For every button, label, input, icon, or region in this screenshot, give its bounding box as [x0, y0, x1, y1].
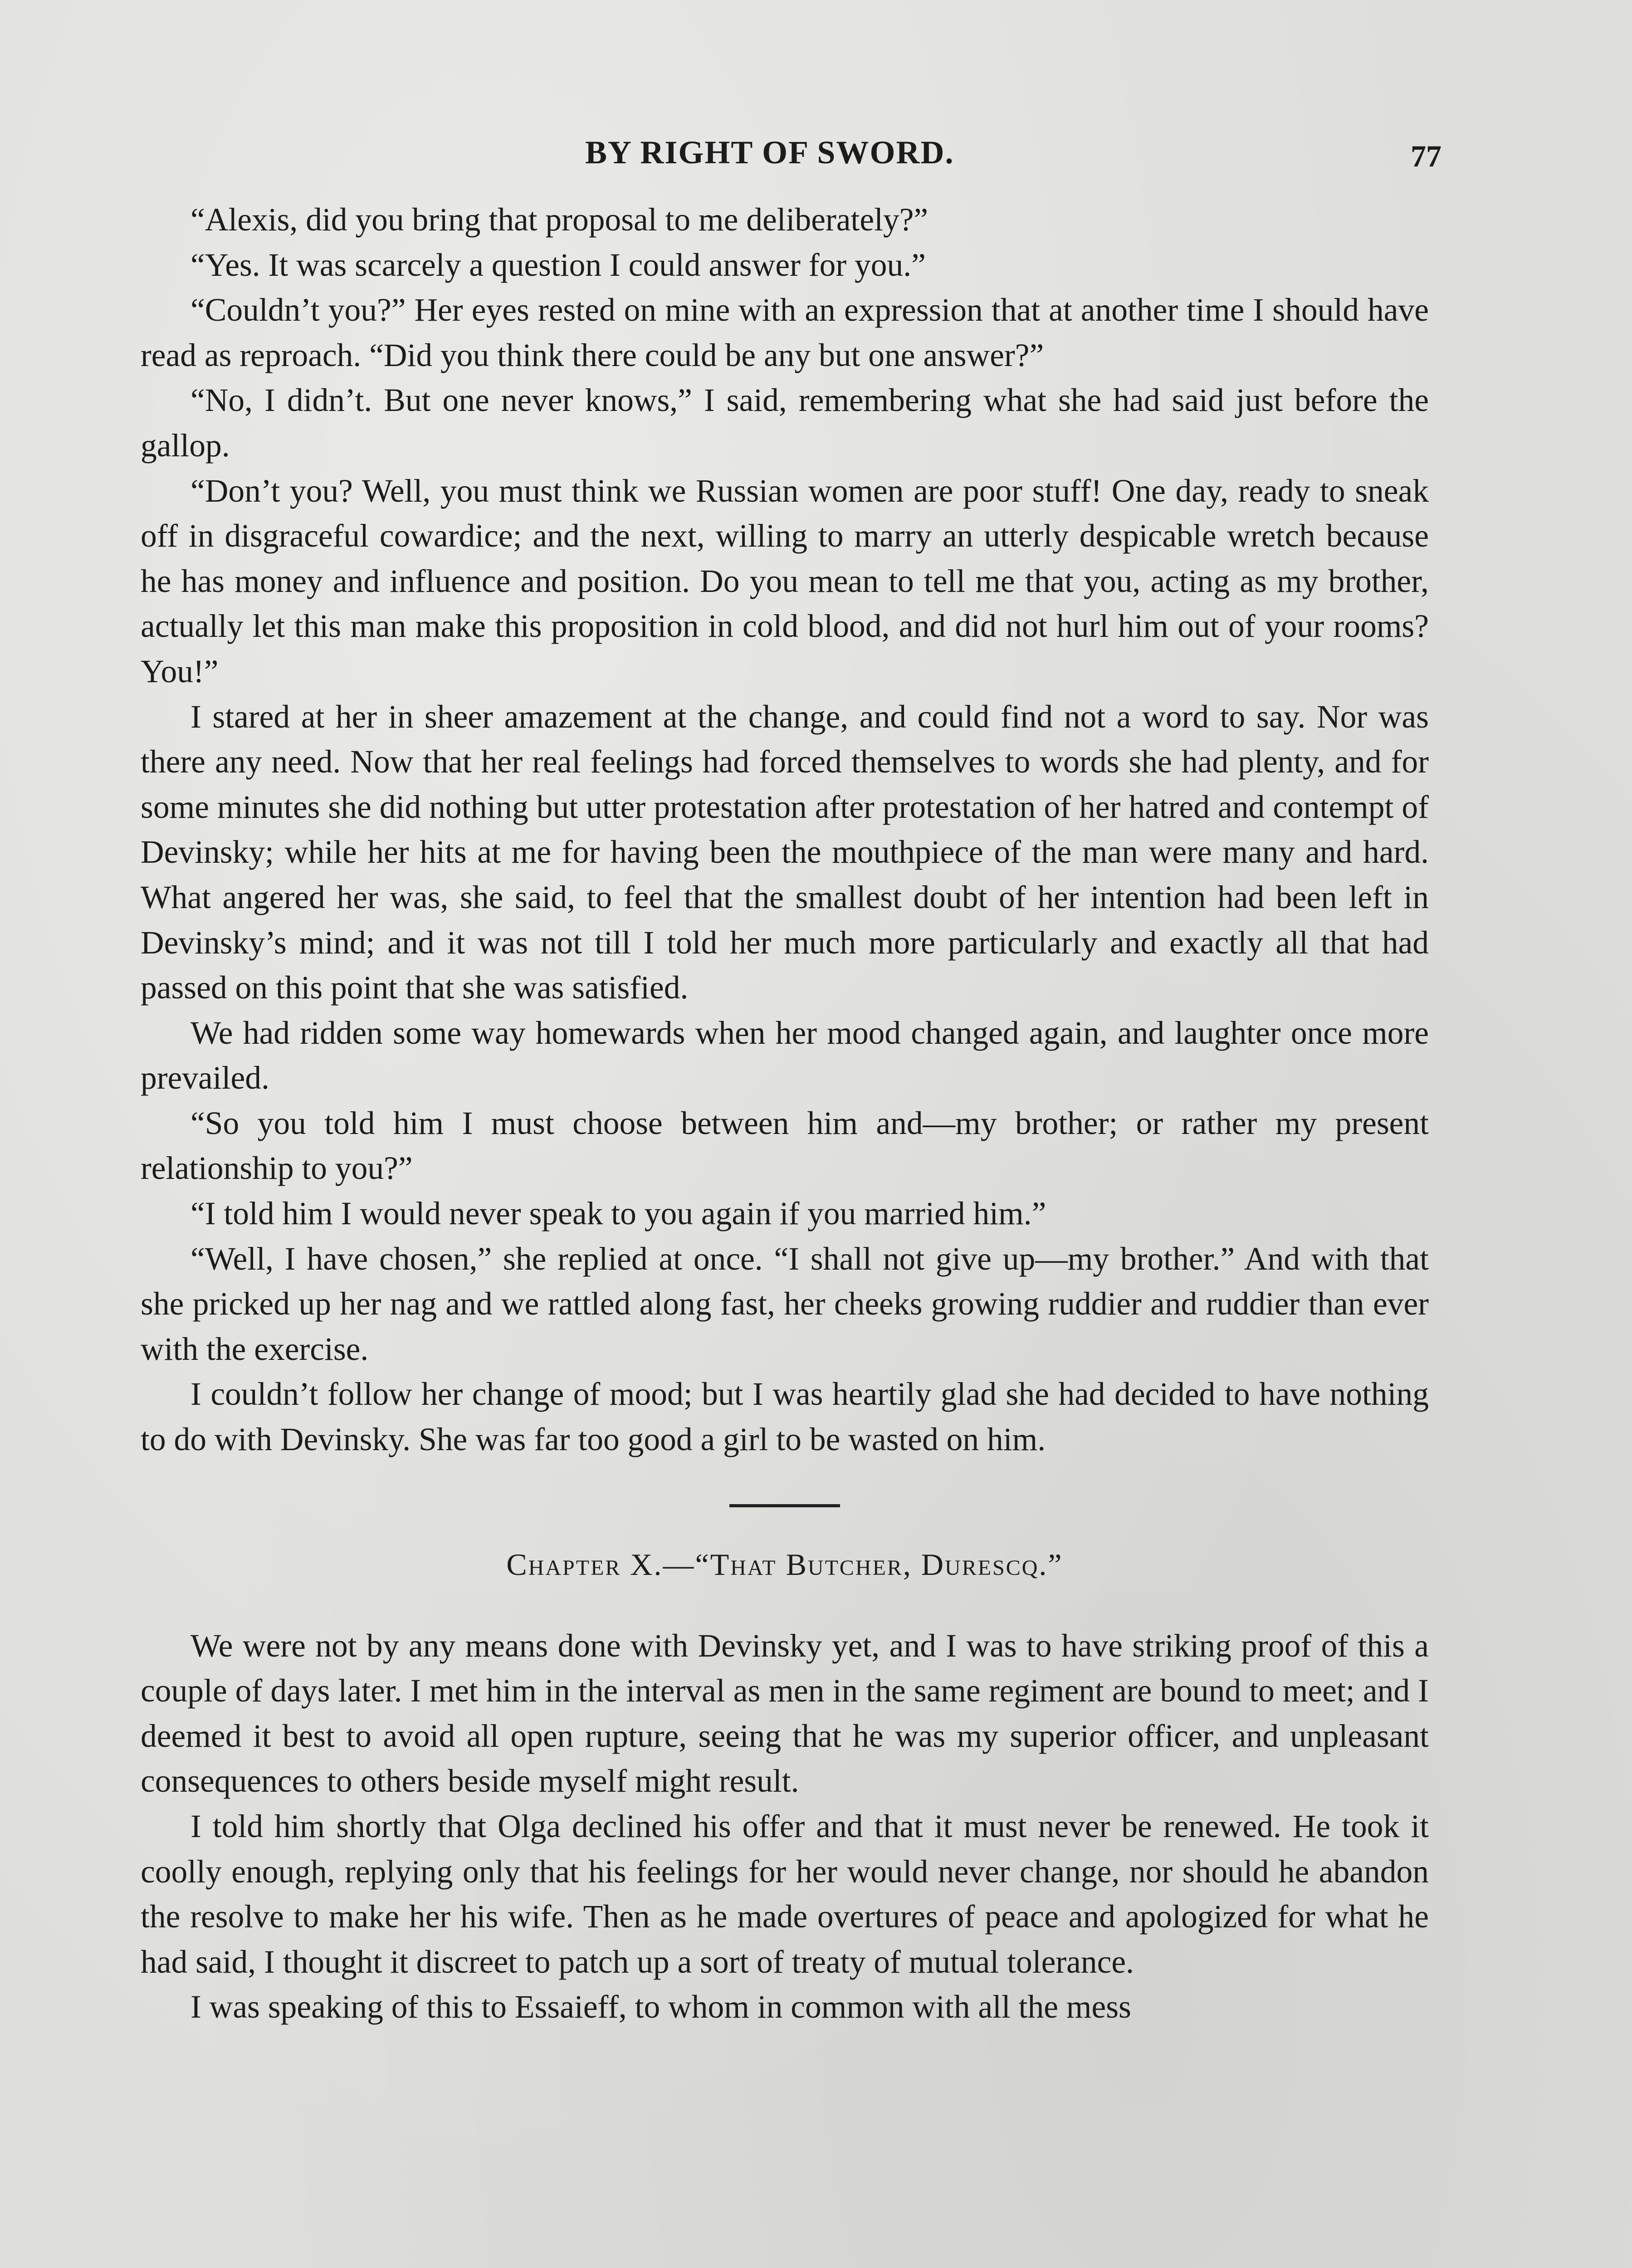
section-divider — [729, 1504, 840, 1507]
paragraph: “So you told him I must choose between him and—my brother; or rather my present relationship to you?” — [141, 1105, 1429, 1187]
paragraph: I stared at her in sheer amazement at the change, and could find not a word to say. Nor was there any need. Now that her real feelings had forced themselves to words she had plenty, and for some minutes she did nothing but utter protestation after protestation of her hatred and contempt of Devinsky; while her hits at me for having been the mouthpiece of the man were many and hard. What angered her was, she said, to feel that the smallest doubt of her intention had been left in Devinsky’s mind; and it was not till I told her much more particularly and exactly all that had passed on this point that she was satisfied. — [141, 699, 1429, 1006]
paragraph: We had ridden some way homewards when her mood changed again, and laughter once more prevailed. — [141, 1015, 1429, 1096]
page-number: 77 — [1411, 139, 1441, 173]
paragraph: “I told him I would never speak to you again if you married him.” — [191, 1196, 1046, 1232]
paragraph: “Alexis, did you bring that proposal to me deliberately?” — [191, 202, 928, 238]
paragraph: “No, I didn’t. But one never knows,” I said, remembering what she had said just before the gallop. — [141, 382, 1429, 464]
chapter-title: —“That Butcher, Durescq.” — [663, 1547, 1063, 1582]
running-head — [0, 130, 1632, 175]
body-text — [141, 197, 1429, 2030]
paragraph: I was speaking of this to Essaieff, to whom in common with all the mess — [191, 1989, 1131, 2025]
paragraph: I couldn’t follow her change of mood; but I was heartily glad she had decided to have nothing to do with Devinsky. She was far too good a girl to be wasted on him. — [141, 1376, 1429, 1458]
paragraph: “Yes. It was scarcely a question I could answer for you.” — [191, 247, 926, 283]
paragraph: “Well, I have chosen,” she replied at once. “I shall not give up—my brother.” And with that she pricked up her nag and we rattled along fast, her cheeks growing ruddier and ruddier than ever with the exercise. — [141, 1241, 1429, 1367]
paragraph: “Don’t you? Well, you must think we Russian women are poor stuff! One day, ready to sneak off in disgraceful cowardice; and the next, willing to marry an utterly despicable wretch because he has money and influence and position. Do you mean to tell me that you, acting as my brother, actually let this man make this proposition in cold blood, and did not hurl him out of your rooms? You!” — [141, 473, 1429, 689]
paragraph: We were not by any means done with Devinsky yet, and I was to have striking proof of this a couple of days later. I met him in the interval as men in the same regiment are bound to meet; and I deemed it best to avoid all open rupture, seeing that he was my superior officer, and unpleasant consequences to others beside myself might result. — [141, 1628, 1429, 1799]
paragraph: “Couldn’t you?” Her eyes rested on mine with an expression that at another time I should have read as reproach. “Did you think there could be any but one answer?” — [141, 292, 1429, 373]
chapter-label: Chapter X. — [506, 1547, 663, 1582]
chapter-heading — [141, 1542, 1429, 1587]
running-title: BY RIGHT OF SWORD. — [585, 134, 954, 171]
paragraph: I told him shortly that Olga declined his offer and that it must never be renewed. He took it coolly enough, replying only that his feelings for her would never change, nor should he abandon the resolve to make her his wife. Then as he made overtures of peace and apologized for what he had said, I thought it discreet to patch up a sort of treaty of mutual tolerance. — [141, 1809, 1429, 1980]
